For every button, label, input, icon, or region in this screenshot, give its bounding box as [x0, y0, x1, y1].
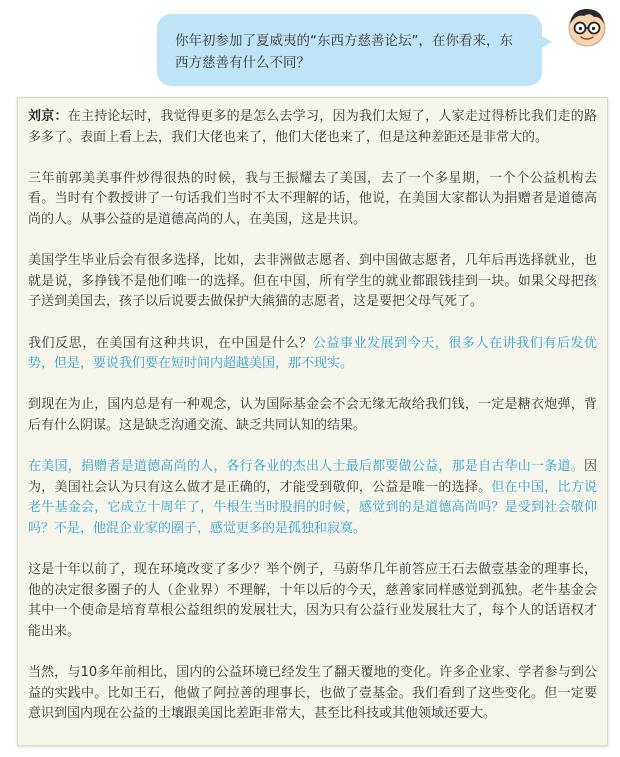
question-bubble-tail: [538, 34, 552, 50]
highlighted-segment: 但在中国，比方说老牛基金会，它成立十周年了，牛根生当时股捐的时候，感觉到的是道德高尚吗？是受到社会敬仰吗？不是，他混企业家的圈子，感觉更多的是孤独和寂寞。: [28, 479, 597, 536]
paragraph-segment: 因为，美国社会认为只有这么做才是正确的，才能受到敬仰，公益是唯一的选择。: [28, 459, 597, 495]
answer-paragraph-5: [28, 395, 597, 436]
cartoon-boy-glasses-icon: [566, 6, 608, 48]
paragraph-segment: 到现在为止，国内总是有一种观念，认为国际基金会不会无缘无故给我们钱，一定是糖衣炮弹，背后有什么阴谋。这是缺乏沟通交流、缺乏共同认知的结果。: [28, 397, 597, 433]
answer-paragraph-2: [28, 169, 597, 231]
paragraph-segment: 三年前郭美美事件炒得很热的时候，我与王振耀去了美国，去了一个多星期，一个个公益机构去看。当时有个教授讲了一句话我们当时不太不理解的话，他说，在美国大家都认为捐赠者是道德高尚的人。从事公益的是道德高尚的人，在美国，这是共识。: [28, 170, 597, 227]
highlighted-segment: 在美国，捐赠者是道德高尚的人，各行各业的杰出人士最后都要做公益，那是自古华山一条道。: [28, 459, 584, 475]
answer-paragraph-3: [28, 251, 597, 313]
paragraph-segment: 这是十年以前了，现在环境改变了多少？举个例子，马蔚华几年前答应王石去做壹基金的理事长，他的决定很多圈子的人（企业界）不理解，十年以后的今天，慈善家同样感觉到孤独。老牛基金会其中一个使命是培育草根公益组织的发展壮大，因为只有公益行业发展壮大了，每个人的话语权才能出来。: [28, 562, 597, 639]
question-text: 你年初参加了夏威夷的“东西方慈善论坛”，在你看来，东西方慈善有什么不同？: [175, 33, 513, 71]
answer-paragraph-1: [28, 107, 597, 148]
answer-panel: [17, 97, 608, 746]
paragraph-segment: 我们反思，在美国有这种共识，在中国是什么？: [28, 335, 313, 351]
paragraph-segment: 当然，与10多年前相比，国内的公益环境已经发生了翻天覆地的变化。许多企业家、学者参与到公益的实践中。比如王石，他做了阿拉善的理事长，也做了壹基金。我们看到了这些变化。但一定要意识到国内现在公益的土壤跟美国比差距非常大，甚至比科技或其他领域还要大。: [28, 665, 597, 722]
answer-paragraph-8: [28, 663, 597, 725]
answer-paragraph-7: [28, 560, 597, 642]
speaker-label: 刘京：: [28, 109, 68, 124]
highlighted-segment: 公益事业发展到今天，很多人在讲我们有后发优势，但是，要说我们要在短时间内超越美国，那不现实。: [28, 335, 597, 372]
answer-paragraph-6: [28, 457, 597, 539]
paragraph-segment: 美国学生毕业后会有很多选择，比如，去非洲做志愿者、到中国做志愿者，几年后再选择就业，也就是说，多挣钱不是他们唯一的选择。但在中国，所有学生的就业都跟钱挂到一块。如果父母把孩子送到美国去，孩子以后说要去做保护大熊猫的志愿者，这是要把父母气死了。: [28, 253, 597, 310]
answer-paragraph-4: [28, 334, 597, 375]
paragraph-segment: 在主持论坛时，我觉得更多的是怎么去学习，因为我们太短了，人家走过得桥比我们走的路多多了。表面上看上去，我们大佬也来了，他们大佬也来了，但是这种差距还是非常大的。: [28, 109, 597, 145]
question-bubble: [157, 14, 542, 86]
